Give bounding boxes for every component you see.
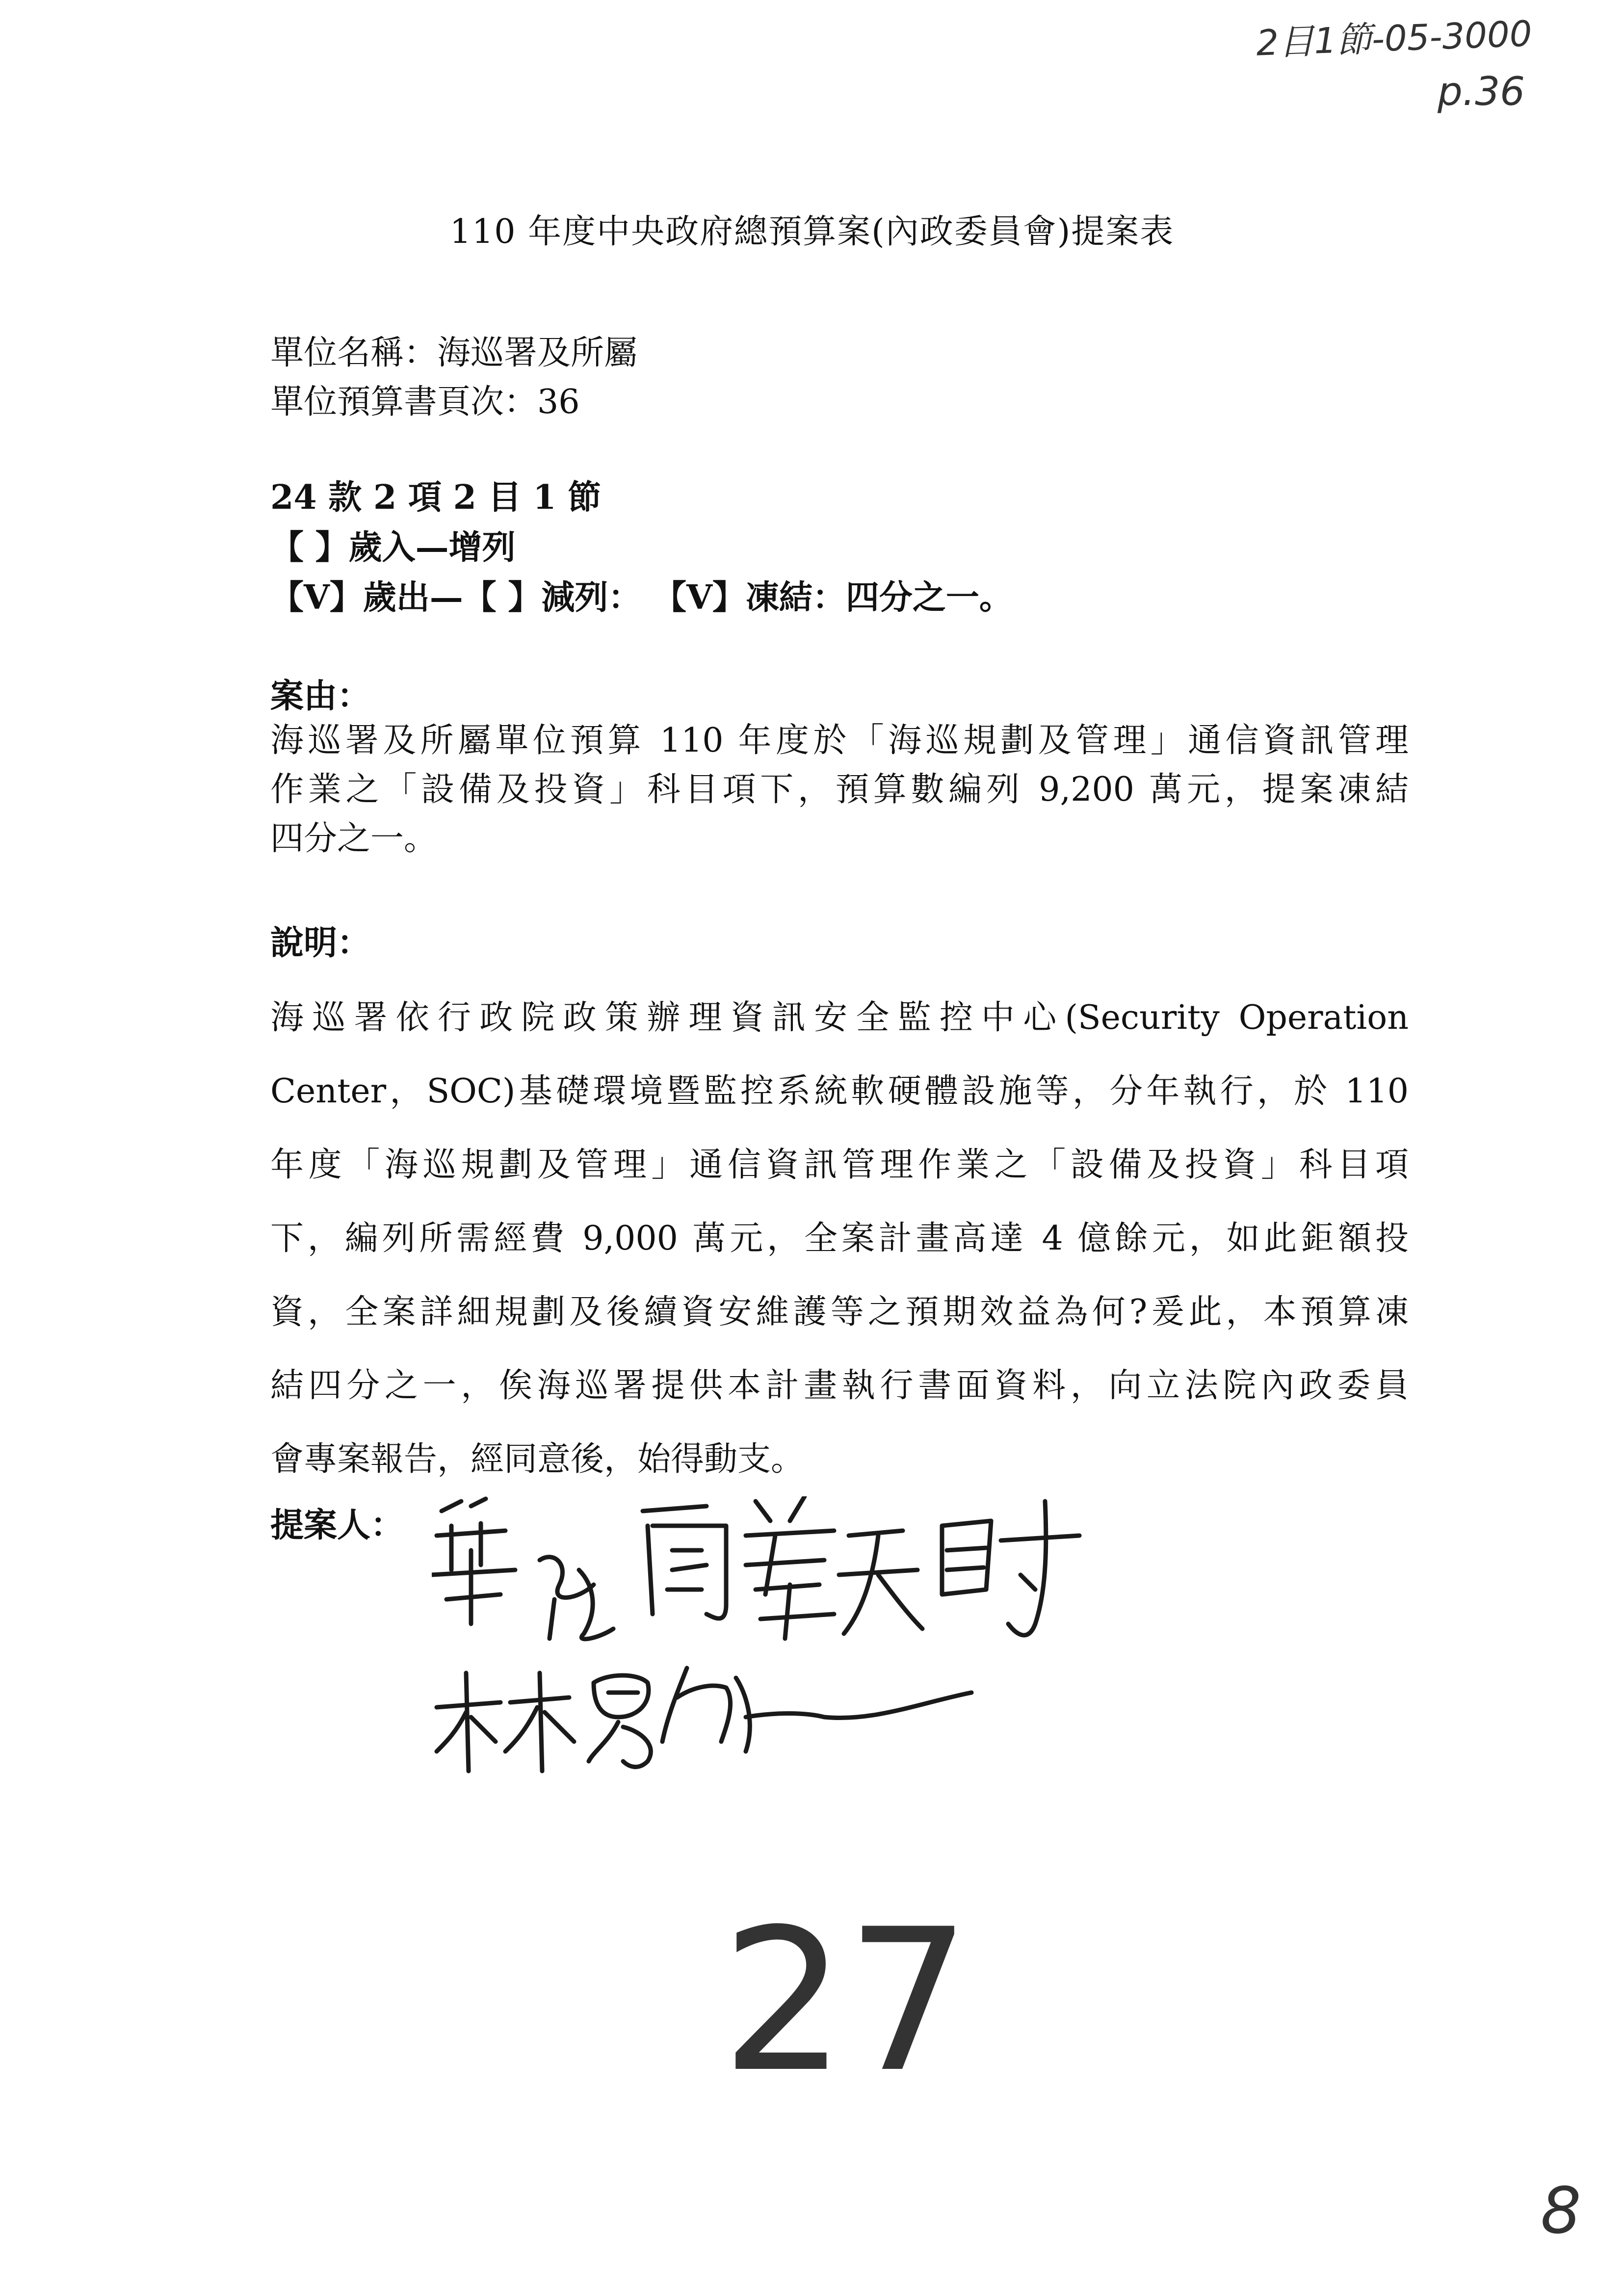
explanation-heading: 說明： (270, 923, 371, 963)
revenue-line: 【 】歲入—增列 (270, 528, 516, 567)
signature-stroke (942, 1501, 1079, 1635)
expenditure-line: 【V】歲出—【 】減列： 【V】凍結：四分之一。 (270, 578, 1013, 617)
signature-stroke (662, 1668, 971, 1751)
explanation-line: Center，SOC)基礎環境暨監控系統軟硬體設施等，分年執行，於 110 (270, 1072, 1409, 1111)
explanation-line: 會專案報告，經同意後，始得動支。 (270, 1440, 805, 1479)
proposer-signatures (432, 1496, 1148, 1810)
handwritten-reference-code: 2目1節-05-3000 (1255, 13, 1533, 64)
document-title: 110 年度中央政府總預算案(內政委員會)提案表 (449, 212, 1175, 251)
explanation-line: 資，全案詳細規劃及後續資安維護等之預期效益為何?爰此，本預算凍 (270, 1293, 1409, 1331)
signature-stroke (432, 1499, 515, 1624)
reason-line: 作業之「設備及投資」科目項下，預算數編列 9,200 萬元，提案凍結 (270, 770, 1409, 809)
proposer-label: 提案人： (270, 1506, 404, 1545)
reason-line: 海巡署及所屬單位預算 110 年度於「海巡規劃及管理」通信資訊管理 (270, 721, 1409, 760)
signature-stroke (643, 1506, 726, 1618)
explanation-body (270, 981, 1409, 1496)
handwritten-page-reference: p.36 (1438, 69, 1525, 114)
signature-stroke (746, 1496, 834, 1639)
signature-stroke (589, 1675, 651, 1767)
handwritten-page-number: 8 (1541, 2173, 1581, 2248)
reason-heading: 案由： (270, 677, 371, 716)
signature-stroke (839, 1531, 922, 1634)
explanation-line: 年度「海巡規劃及管理」通信資訊管理作業之「設備及投資」科目項 (270, 1146, 1409, 1184)
explanation-line: 海巡署依行政院政策辦理資訊安全監控中心(Security Operation (270, 998, 1409, 1037)
reason-body (270, 716, 1409, 863)
explanation-line: 下，編列所需經費 9,000 萬元，全案計畫高達 4 億餘元，如此鉅額投 (270, 1219, 1409, 1258)
explanation-line: 結四分之一，俟海巡署提供本計畫執行書面資料，向立法院內政委員 (270, 1366, 1409, 1405)
budget-section: 24 款 2 項 2 目 1 節 (270, 478, 602, 517)
handwritten-number: 27 (721, 1887, 971, 2115)
reason-line: 四分之一。 (270, 819, 438, 858)
unit-name: 單位名稱：海巡署及所屬 (270, 334, 638, 372)
signature-stroke (437, 1673, 574, 1771)
signature-stroke (540, 1557, 613, 1639)
unit-budget-page: 單位預算書頁次：36 (270, 383, 580, 421)
